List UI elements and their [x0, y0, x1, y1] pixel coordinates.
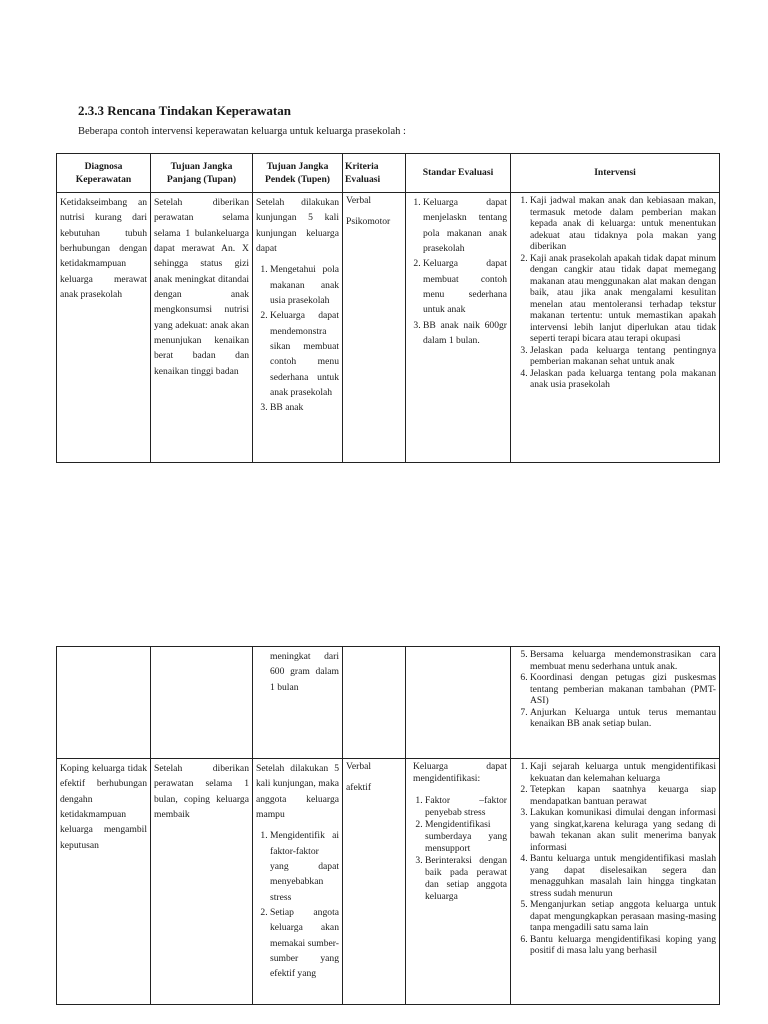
nursing-plan-table-part2 — [56, 646, 720, 1005]
intervensi-list — [514, 761, 716, 957]
intervensi-list — [514, 195, 716, 391]
list-item: 2. Tetepkan kapan saatnhya keuarga siap mendapatkan bantuan perawat — [530, 784, 716, 807]
list-item: 2. Kaji anak prasekolah apakah tidak dapat minum dengan cangkir atau tidak dapat memegang makanan atau menggunakan alat makan dengan baik, atau jika anak mengalami kesulitan menelan atau mentoleransi terhadap tekstur makanan tertentu: untuk memastikan apakah intervensi lebih lanjut diperlukan atau tidak seperti terapi bicara atau terapi okupasi — [530, 253, 716, 345]
table-row — [57, 193, 720, 463]
header-tupen: Tujuan Jangka Pendek (Tupen) — [253, 154, 343, 193]
standar-list — [409, 795, 507, 903]
list-item: 6. Koordinasi dengan petugas gizi puskesmas tentang pemberian makanan tambahan (PMT-ASI) — [530, 672, 716, 707]
list-item: 3. Jelaskan pada keluarga tentang pentingnya pemberian makanan sehat untuk anak — [530, 345, 716, 368]
standar-intro: Keluarga dapat mengidentifikasi: — [413, 761, 507, 784]
list-item: 2. Mengidentifikasi sumberdaya yang mensupport — [425, 819, 507, 855]
tupen-list — [256, 828, 339, 981]
list-item: 6. Bantu keluarga mengidentifikasi koping yang positif di masa lalu yang berhasil — [530, 934, 716, 957]
kriteria-cell — [343, 759, 406, 1005]
tupan-cell: Setelah diberikan perawatan selama 1 bulan, coping keluarga membaik — [151, 759, 253, 1005]
tupen-cell — [253, 647, 343, 759]
tupan-cell — [151, 647, 253, 759]
kriteria-item: Verbal — [346, 195, 372, 206]
list-item: 5. Bersama keluarga mendemonstrasikan cara membuat menu sederhana untuk anak. — [530, 649, 716, 672]
kriteria-item: afektif — [346, 781, 372, 793]
list-item: 1. Kaji jadwal makan anak dan kebiasaan makan, termasuk metode dalam pemberian makan kepada anak di keluarga: untuk menentukan adekuat atau tidaknya pola makan yang diberikan — [530, 195, 716, 253]
list-item: 4. Jelaskan pada keluarga tentang pola makanan anak usia prasekolah — [530, 368, 716, 391]
kriteria-item: Verbal — [346, 761, 372, 772]
diagnosa-cell — [57, 647, 151, 759]
header-diagnosa: Diagnosa Keperawatan — [57, 154, 151, 193]
section-heading: 2.3.3 Rencana Tindakan Keperawatan — [78, 103, 291, 118]
header-standar: Standar Evaluasi — [406, 154, 511, 193]
intervensi-cell — [511, 759, 720, 1005]
tupan-cell: Setelah diberikan perawatan selama selama 1 bulankeluarga dapat merawat An. X sehingga status gizi anak meningkat ditandai dengan anak mengkonsumsi nutrisi yang adekuat: anak akan menunjukan kenaikan berat badan dan kenaikan tinggi badan — [151, 193, 253, 463]
list-item: 1. Keluarga dapat menjelaskn tentang pola makanan anak prasekolah — [423, 195, 507, 256]
intervensi-list — [514, 649, 716, 730]
list-item: 1. Kaji sejarah keluarga untuk mengidentifikasi kekuatan dan kelemahan keluarga — [530, 761, 716, 784]
tupen-cell — [253, 759, 343, 1005]
header-intervensi: Intervensi — [511, 154, 720, 193]
list-item: 2. Keluarga dapat mendemonstra sikan membuat contoh menu sederhana untuk anak prasekolah — [270, 308, 339, 400]
tupen-list — [256, 262, 339, 415]
list-item: 1. Mengetahui pola makanan anak usia prasekolah — [270, 262, 339, 308]
header-tupan: Tujuan Jangka Panjang (Tupan) — [151, 154, 253, 193]
diagnosa-cell: Ketidakseimbang an nutrisi kurang dari kebutuhan tubuh berhubungan dengan ketidakmampuan keluarga merawat anak prasekolah — [57, 193, 151, 463]
table-row — [57, 647, 720, 759]
nursing-plan-table-part1 — [56, 153, 720, 463]
kriteria-cell — [343, 647, 406, 759]
list-item: 4. Bantu keluarga untuk mengidentifikasi maslah yang dapat diselesaikan segera dan menagguhkan masalah lain hingga tingkatan stress sudah menurun — [530, 853, 716, 899]
intro-text: Beberapa contoh intervensi keperawatan keluarga untuk keluarga prasekolah : — [78, 126, 406, 137]
list-item: 7. Anjurkan Keluarga untuk terus memantau kenaikan BB anak setiap bulan. — [530, 707, 716, 730]
list-item: 2. Setiap angota keluarga akan memakai sumber-sumber yang efektif yang — [270, 905, 339, 982]
list-item: 2. Keluarga dapat membuat contoh menu sederhana untuk anak — [423, 256, 507, 317]
table-header-row — [57, 154, 720, 193]
list-item: 5. Menganjurkan setiap anggota keluarga untuk dapat mengungkapkan perasaan masing-masing tanpa mengadili satu sama lain — [530, 899, 716, 934]
standar-cell — [406, 193, 511, 463]
list-item: 3. Lakukan komunikasi dimulai dengan informasi yang singkat,karena keluraga yang sedang di bawah tekanan akan sulit menerima banyak informasi — [530, 807, 716, 853]
list-item: 3. BB anak naik 600gr dalam 1 bulan. — [423, 318, 507, 349]
intervensi-cell — [511, 193, 720, 463]
list-item: 3. Berinteraksi dengan baik pada perawat dan setiap anggota keluarga — [425, 855, 507, 903]
intervensi-cell — [511, 647, 720, 759]
standar-cell — [406, 759, 511, 1005]
tupen-continuation: meningkat dari 600 gram dalam 1 bulan — [270, 651, 339, 693]
table-row — [57, 759, 720, 1005]
list-item: 1. Faktor –faktor penyebab stress — [425, 795, 507, 819]
tupen-intro: Setelah dilakukan 5 kali kunjungan, maka anggota keluarga mampu — [256, 763, 339, 821]
tupen-intro: Setelah dilakukan kunjungan 5 kali kunjungan keluarga dapat — [256, 197, 339, 255]
list-item: 3. BB anak — [270, 400, 339, 415]
standar-list — [409, 195, 507, 348]
header-kriteria: Kriteria Evaluasi — [343, 154, 406, 193]
tupen-cell — [253, 193, 343, 463]
standar-cell — [406, 647, 511, 759]
list-item: 1. Mengidentifik ai faktor-faktor yang dapat menyebabkan stress — [270, 828, 339, 905]
kriteria-cell — [343, 193, 406, 463]
kriteria-item: Psikomotor — [346, 215, 391, 227]
diagnosa-cell: Koping keluarga tidak efektif berhubungan dengahn ketidakmampuan keluarga mengambil keputusan — [57, 759, 151, 1005]
